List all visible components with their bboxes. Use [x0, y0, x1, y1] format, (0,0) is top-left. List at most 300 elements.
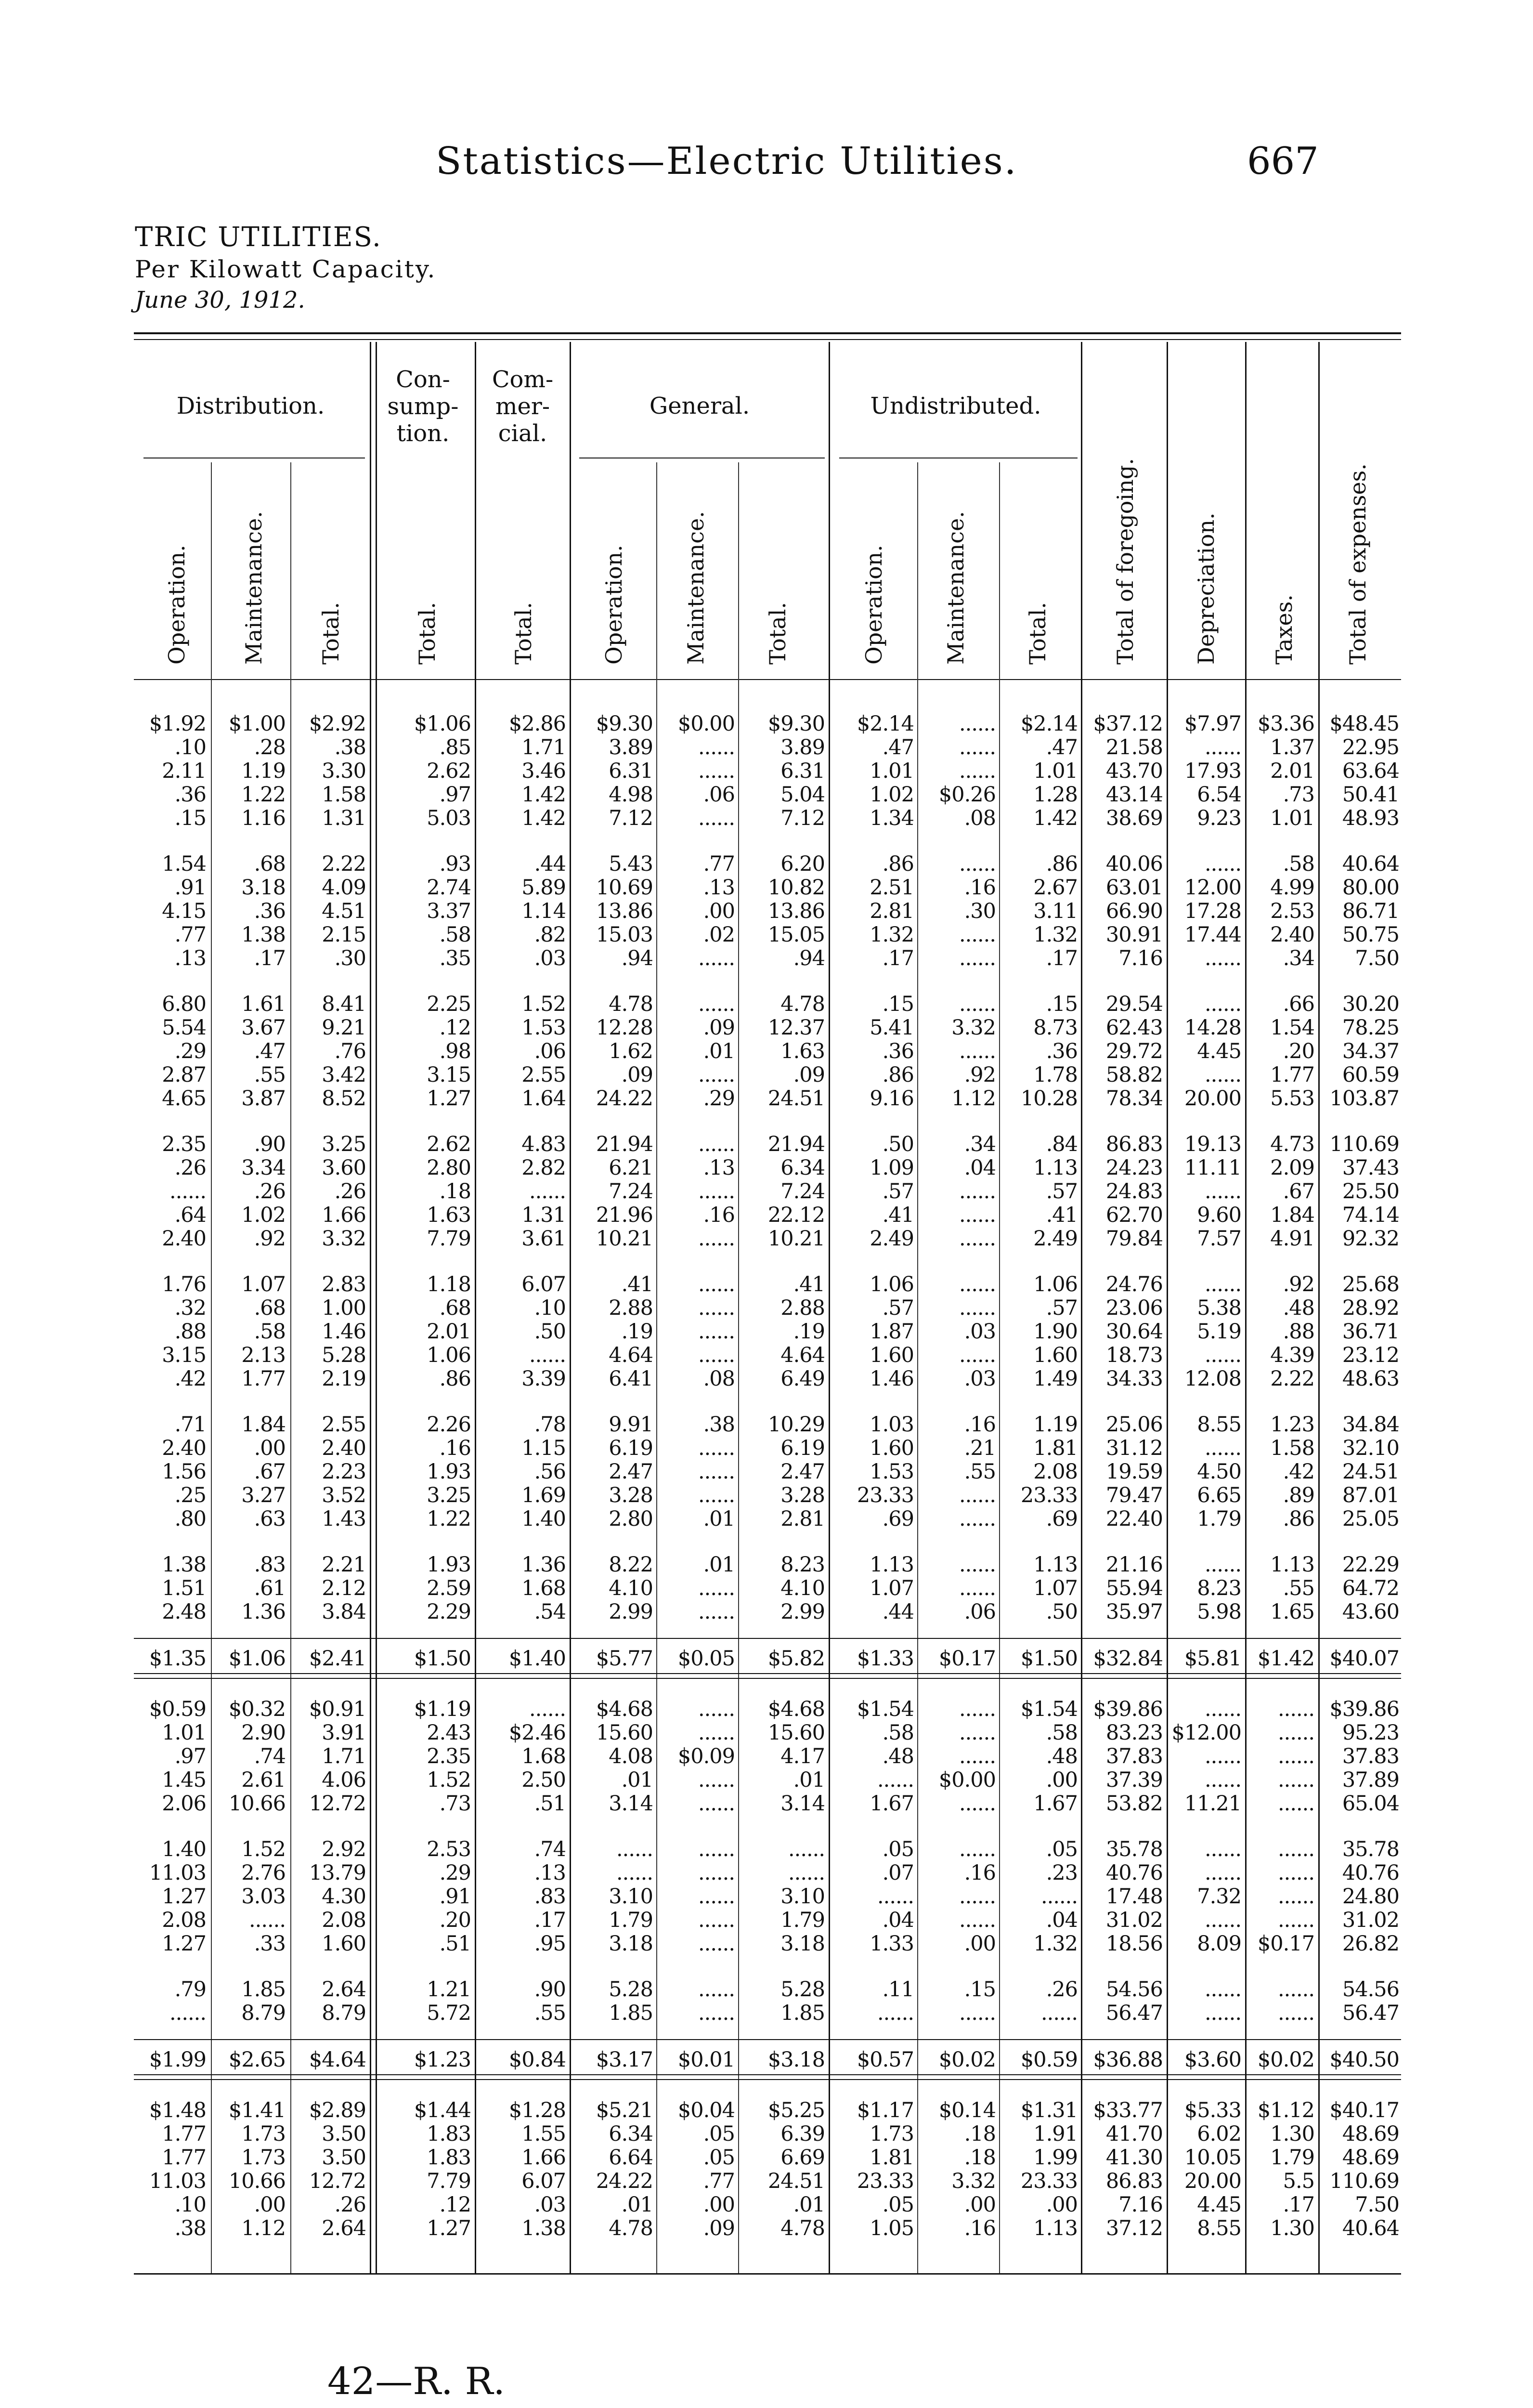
table-cell: 20.00 — [1184, 1086, 1241, 1111]
table-cell: 2.15 — [322, 923, 366, 947]
table-cell: ...... — [1204, 1908, 1241, 1932]
table-cell: 25.50 — [1342, 1179, 1399, 1204]
table-cell: ...... — [698, 1600, 735, 1624]
colhead-taxes: Taxes. — [1271, 594, 1297, 665]
colhead-consumption-total: Total. — [414, 602, 440, 665]
table-cell: 24.23 — [1105, 1156, 1163, 1180]
table-cell: 54.56 — [1342, 1977, 1399, 2002]
table-cell: .93 — [439, 852, 471, 876]
table-cell: 4.99 — [1270, 876, 1314, 900]
table-cell: .06 — [964, 1600, 996, 1624]
colhead-total-expenses: Total of expenses. — [1345, 463, 1371, 665]
table-cell: 9.21 — [322, 1016, 366, 1040]
table-cell: .86 — [1283, 1507, 1314, 1531]
table-cell: 83.23 — [1105, 1721, 1163, 1745]
table-cell: 21.94 — [596, 1132, 653, 1156]
table-cell: 1.73 — [870, 2122, 914, 2146]
table-cell: 3.60 — [322, 1156, 366, 1180]
table-cell: 3.91 — [322, 1721, 366, 1745]
table-cell: 7.16 — [1118, 2193, 1163, 2217]
table-cell: $0.59 — [149, 1697, 206, 1721]
table-cell: .55 — [254, 1063, 286, 1087]
table-cell: 1.81 — [1033, 1436, 1078, 1460]
table-cell: 1.46 — [870, 1367, 914, 1391]
table-cell: 2.49 — [870, 1227, 914, 1251]
table-cell: 1.77 — [162, 2122, 206, 2146]
table-cell: 1.77 — [1270, 1063, 1314, 1087]
table-cell: .44 — [534, 852, 566, 876]
table-cell: 1.85 — [241, 1977, 286, 2002]
table-cell: .66 — [1283, 992, 1314, 1016]
table-cell: 21.94 — [767, 1132, 825, 1156]
table-cell: 3.89 — [780, 735, 825, 759]
table-cell: $1.28 — [508, 2098, 566, 2122]
table-cell: 86.83 — [1105, 2169, 1163, 2193]
table-cell: 6.31 — [609, 759, 653, 783]
table-cell: 2.81 — [870, 899, 914, 923]
table-cell: 2.87 — [162, 1063, 206, 1087]
table-cell: ...... — [616, 1861, 653, 1885]
table-cell: 2.21 — [322, 1553, 366, 1577]
table-cell: 43.70 — [1105, 759, 1163, 783]
table-cell: $4.68 — [596, 1697, 653, 1721]
table-cell: .51 — [534, 1792, 566, 1816]
table-cell: 35.78 — [1105, 1837, 1163, 1861]
table-cell: 3.67 — [241, 1016, 286, 1040]
table-cell: 29.54 — [1105, 992, 1163, 1016]
table-cell: 22.40 — [1105, 1507, 1163, 1531]
table-cell: .01 — [793, 1768, 825, 1792]
table-cell: 6.80 — [162, 992, 206, 1016]
table-cell: 22.29 — [1342, 1553, 1399, 1577]
table-cell: 63.01 — [1105, 876, 1163, 900]
table-cell: .58 — [254, 1320, 286, 1344]
table-cell: .04 — [964, 1156, 996, 1180]
table-cell: 1.12 — [951, 1086, 996, 1111]
table-cell: .50 — [882, 1132, 914, 1156]
table-cell: 5.43 — [609, 852, 653, 876]
table-cell: 1.64 — [521, 1086, 566, 1111]
table-cell: $5.21 — [596, 2098, 653, 2122]
table-cell: .09 — [621, 1063, 653, 1087]
table-cell: ...... — [698, 2001, 735, 2025]
table-cell: 2.62 — [427, 1132, 471, 1156]
table-cell: .23 — [1046, 1861, 1078, 1885]
total-rule — [134, 1638, 1401, 1639]
table-cell: 1.84 — [241, 1413, 286, 1437]
table-cell: 3.30 — [322, 759, 366, 783]
table-cell: 41.70 — [1105, 2122, 1163, 2146]
table-cell: 40.76 — [1105, 1861, 1163, 1885]
table-cell: ...... — [788, 1837, 825, 1861]
table-cell: .50 — [1046, 1600, 1078, 1624]
table-cell: 9.16 — [870, 1086, 914, 1111]
table-cell: ...... — [1040, 1885, 1078, 1909]
table-cell: 1.16 — [241, 806, 286, 830]
table-cell: 4.08 — [609, 1744, 653, 1768]
table-cell: .71 — [174, 1413, 206, 1437]
total-cell: $1.06 — [228, 1647, 286, 1671]
table-cell: ...... — [1277, 1908, 1314, 1932]
table-cell: $48.45 — [1329, 712, 1399, 736]
table-cell: 1.13 — [1033, 1553, 1078, 1577]
table-cell: 10.66 — [228, 1792, 286, 1816]
page-title: Statistics—Electric Utilities. — [436, 140, 1018, 183]
table-cell: 6.07 — [521, 1272, 566, 1296]
table-cell: 1.87 — [870, 1320, 914, 1344]
table-cell: ...... — [698, 1768, 735, 1792]
table-cell: 1.19 — [241, 759, 286, 783]
table-cell: .41 — [1046, 1203, 1078, 1227]
table-cell: 22.12 — [767, 1203, 825, 1227]
table-cell: 3.46 — [521, 759, 566, 783]
table-cell: 8.55 — [1197, 1413, 1241, 1437]
table-cell: 4.78 — [780, 992, 825, 1016]
table-cell: 2.47 — [609, 1460, 653, 1484]
table-cell: .58 — [439, 923, 471, 947]
table-cell: .11 — [882, 1977, 914, 2002]
colhead-commercial-total: Total. — [510, 602, 536, 665]
table-cell: 1.66 — [322, 1203, 366, 1227]
table-cell: 1.66 — [521, 2146, 566, 2170]
table-cell: .10 — [174, 2193, 206, 2217]
table-cell: .08 — [703, 1367, 735, 1391]
total-cell: $5.77 — [596, 1647, 653, 1671]
table-cell: .91 — [439, 1885, 471, 1909]
table-cell: .95 — [534, 1932, 566, 1956]
table-cell: .97 — [439, 783, 471, 807]
table-cell: 32.10 — [1342, 1436, 1399, 1460]
table-cell: 1.22 — [241, 783, 286, 807]
table-cell: ...... — [1277, 1744, 1314, 1768]
table-cell: ...... — [959, 1483, 996, 1507]
table-cell: ...... — [529, 1179, 566, 1204]
table-cell: 7.50 — [1355, 2193, 1399, 2217]
table-cell: .55 — [534, 2001, 566, 2025]
table-cell: .54 — [534, 1600, 566, 1624]
table-cell: ...... — [1277, 1721, 1314, 1745]
table-cell: $40.17 — [1329, 2098, 1399, 2122]
table-cell: 11.03 — [149, 2169, 206, 2193]
table-cell: 1.54 — [162, 852, 206, 876]
table-cell: 6.21 — [609, 1156, 653, 1180]
table-cell: ...... — [698, 735, 735, 759]
table-cell: 12.28 — [596, 1016, 653, 1040]
table-cell: $7.97 — [1184, 712, 1241, 736]
table-cell: $37.12 — [1093, 712, 1163, 736]
table-cell: 6.19 — [609, 1436, 653, 1460]
table-cell: .73 — [439, 1792, 471, 1816]
table-cell: 50.41 — [1342, 783, 1399, 807]
total-cell: $1.40 — [508, 1647, 566, 1671]
table-cell: 25.68 — [1342, 1272, 1399, 1296]
table-cell: 37.89 — [1342, 1768, 1399, 1792]
table-cell: .01 — [621, 1768, 653, 1792]
table-cell: .01 — [703, 1507, 735, 1531]
table-cell: ...... — [698, 806, 735, 830]
table-cell: 5.41 — [870, 1016, 914, 1040]
table-cell: ...... — [698, 1837, 735, 1861]
table-cell: 48.69 — [1342, 2122, 1399, 2146]
table-cell: 3.61 — [521, 1227, 566, 1251]
table-cell: 2.08 — [1033, 1460, 1078, 1484]
table-cell: .85 — [439, 735, 471, 759]
table-cell: 1.01 — [870, 759, 914, 783]
table-cell: .79 — [174, 1977, 206, 2002]
table-cell: 65.04 — [1342, 1792, 1399, 1816]
table-cell: .69 — [882, 1507, 914, 1531]
table-cell: ...... — [1204, 992, 1241, 1016]
table-cell: $0.17 — [1257, 1932, 1314, 1956]
table-cell: .68 — [254, 1296, 286, 1320]
table-cell: 1.91 — [1033, 2122, 1078, 2146]
table-cell: .18 — [439, 1179, 471, 1204]
table-cell: 1.13 — [1033, 1156, 1078, 1180]
table-cell: .16 — [439, 1436, 471, 1460]
table-cell: 1.90 — [1033, 1320, 1078, 1344]
table-cell: 1.49 — [1033, 1367, 1078, 1391]
table-cell: 3.32 — [951, 1016, 996, 1040]
table-cell: 1.53 — [870, 1460, 914, 1484]
table-cell: .15 — [964, 1977, 996, 2002]
table-cell: .58 — [1283, 852, 1314, 876]
table-cell: 2.08 — [162, 1908, 206, 1932]
table-cell: .89 — [1283, 1483, 1314, 1507]
table-cell: 1.40 — [162, 1837, 206, 1861]
table-cell: 4.78 — [609, 2216, 653, 2240]
table-cell: 1.15 — [521, 1436, 566, 1460]
table-cell: 4.91 — [1270, 1227, 1314, 1251]
table-cell: 1.31 — [322, 806, 366, 830]
table-cell: $0.00 — [938, 1768, 996, 1792]
table-cell: 1.79 — [1270, 2146, 1314, 2170]
table-cell: 7.16 — [1118, 946, 1163, 970]
table-cell: ...... — [1204, 1553, 1241, 1577]
table-cell: .25 — [174, 1483, 206, 1507]
table-cell: 3.25 — [322, 1132, 366, 1156]
table-cell: ...... — [698, 1132, 735, 1156]
table-cell: ...... — [698, 1932, 735, 1956]
table-cell: .94 — [621, 946, 653, 970]
table-cell: ...... — [959, 1179, 996, 1204]
table-cell: ...... — [1204, 1179, 1241, 1204]
table-cell: 2.53 — [1270, 899, 1314, 923]
table-cell: $0.00 — [677, 712, 735, 736]
table-cell: .17 — [254, 946, 286, 970]
table-cell: 8.22 — [609, 1553, 653, 1577]
table-cell: .86 — [882, 852, 914, 876]
table-cell: ...... — [959, 1203, 996, 1227]
table-cell: .44 — [882, 1600, 914, 1624]
table-cell: 12.00 — [1184, 876, 1241, 900]
table-cell: ...... — [1204, 1436, 1241, 1460]
table-cell: .69 — [1046, 1507, 1078, 1531]
table-cell: 1.93 — [427, 1553, 471, 1577]
table-cell: 3.18 — [780, 1932, 825, 1956]
table-cell: .48 — [1283, 1296, 1314, 1320]
table-cell: ...... — [1277, 2001, 1314, 2025]
table-cell: ...... — [698, 1296, 735, 1320]
table-cell: 1.73 — [241, 2146, 286, 2170]
table-cell: ...... — [1204, 946, 1241, 970]
table-cell: 14.28 — [1184, 1016, 1241, 1040]
table-cell: 24.80 — [1342, 1885, 1399, 1909]
table-cell: ...... — [1204, 735, 1241, 759]
table-cell: .88 — [174, 1320, 206, 1344]
table-cell: $2.92 — [309, 712, 366, 736]
table-cell: .00 — [703, 899, 735, 923]
table-cell: ...... — [169, 1179, 206, 1204]
table-cell: .13 — [534, 1861, 566, 1885]
table-cell: .67 — [1283, 1179, 1314, 1204]
table-cell: 7.32 — [1197, 1885, 1241, 1909]
total-cell: $2.65 — [228, 2048, 286, 2072]
table-cell: 43.60 — [1342, 1600, 1399, 1624]
table-cell: 4.78 — [609, 992, 653, 1016]
table-cell: .30 — [964, 899, 996, 923]
table-cell: .16 — [964, 1861, 996, 1885]
table-cell: ...... — [1277, 1792, 1314, 1816]
table-cell: .29 — [174, 1039, 206, 1063]
table-cell: 3.15 — [162, 1343, 206, 1367]
table-cell: 2.90 — [241, 1721, 286, 1745]
table-cell: 1.84 — [1270, 1203, 1314, 1227]
table-cell: .36 — [174, 783, 206, 807]
table-cell: 2.64 — [322, 1977, 366, 2002]
table-cell: 15.60 — [767, 1721, 825, 1745]
table-cell: .18 — [964, 2146, 996, 2170]
table-cell: 1.79 — [609, 1908, 653, 1932]
table-cell: 2.40 — [162, 1227, 206, 1251]
total-cell: $4.64 — [309, 2048, 366, 2072]
table-cell: 12.72 — [309, 1792, 366, 1816]
table-cell: 1.79 — [1197, 1507, 1241, 1531]
table-cell: 19.13 — [1184, 1132, 1241, 1156]
table-cell: 4.09 — [322, 876, 366, 900]
table-cell: 1.32 — [870, 923, 914, 947]
total-cell: $1.35 — [149, 1647, 206, 1671]
table-cell: 1.56 — [162, 1460, 206, 1484]
table-cell: ...... — [959, 946, 996, 970]
table-cell: 3.50 — [322, 2146, 366, 2170]
table-cell: .41 — [882, 1203, 914, 1227]
table-cell: 35.78 — [1342, 1837, 1399, 1861]
colhead-gen-maintenance: Maintenance. — [683, 511, 709, 665]
table-cell: 2.19 — [322, 1367, 366, 1391]
table-cell: 1.73 — [241, 2122, 286, 2146]
table-cell: ...... — [959, 1744, 996, 1768]
table-cell: 1.68 — [521, 1744, 566, 1768]
table-cell: .17 — [1283, 2193, 1314, 2217]
table-cell: .06 — [703, 783, 735, 807]
table-cell: .00 — [964, 1932, 996, 1956]
table-cell: 3.28 — [609, 1483, 653, 1507]
table-cell: 24.51 — [767, 2169, 825, 2193]
table-cell: 4.17 — [780, 1744, 825, 1768]
table-cell: 1.38 — [521, 2216, 566, 2240]
table-cell: 6.34 — [780, 1156, 825, 1180]
table-cell: ...... — [1204, 1697, 1241, 1721]
table-cell: .55 — [1283, 1576, 1314, 1600]
table-cell: ...... — [1204, 1768, 1241, 1792]
table-cell: .16 — [964, 1413, 996, 1437]
table-cell: 60.59 — [1342, 1063, 1399, 1087]
table-cell: 1.02 — [870, 783, 914, 807]
table-cell: 4.30 — [322, 1885, 366, 1909]
table-cell: 2.35 — [162, 1132, 206, 1156]
table-cell: 10.21 — [767, 1227, 825, 1251]
table-cell: $2.89 — [309, 2098, 366, 2122]
table-cell: ...... — [959, 1507, 996, 1531]
table-cell: 1.14 — [521, 899, 566, 923]
heading-line-2: Per Kilowatt Capacity. — [135, 255, 437, 283]
table-cell: 8.41 — [322, 992, 366, 1016]
table-cell: 64.72 — [1342, 1576, 1399, 1600]
table-cell: ...... — [959, 1697, 996, 1721]
table-cell: ...... — [959, 1039, 996, 1063]
table-cell: .92 — [1283, 1272, 1314, 1296]
table-cell: .57 — [882, 1179, 914, 1204]
table-cell: 5.38 — [1197, 1296, 1241, 1320]
statistics-table — [134, 332, 1401, 2276]
table-cell: $5.25 — [767, 2098, 825, 2122]
table-cell: 2.09 — [1270, 1156, 1314, 1180]
table-cell: ...... — [1204, 1837, 1241, 1861]
table-cell: 7.24 — [609, 1179, 653, 1204]
table-cell: .17 — [534, 1908, 566, 1932]
table-cell: .26 — [334, 1179, 366, 1204]
table-cell: 1.69 — [521, 1483, 566, 1507]
table-cell: .83 — [254, 1553, 286, 1577]
page-footer: 42—R. R. — [327, 2360, 506, 2403]
table-cell: 23.12 — [1342, 1343, 1399, 1367]
table-cell: 21.16 — [1105, 1553, 1163, 1577]
table-cell: .34 — [964, 1132, 996, 1156]
table-cell: 1.42 — [521, 783, 566, 807]
table-cell: ...... — [616, 1837, 653, 1861]
table-cell: 48.63 — [1342, 1367, 1399, 1391]
table-cell: 6.49 — [780, 1367, 825, 1391]
table-cell: ...... — [1277, 1861, 1314, 1885]
table-cell: .21 — [964, 1436, 996, 1460]
table-cell: 6.65 — [1197, 1483, 1241, 1507]
table-cell: 4.98 — [609, 783, 653, 807]
table-cell: .86 — [1046, 852, 1078, 876]
group-header-consumption: Con- sump- tion. — [387, 366, 459, 447]
table-cell: ...... — [959, 1272, 996, 1296]
table-cell: 1.55 — [521, 2122, 566, 2146]
table-cell: .00 — [703, 2193, 735, 2217]
table-cell: 3.14 — [609, 1792, 653, 1816]
table-cell: 1.65 — [1270, 1600, 1314, 1624]
table-cell: ...... — [698, 1436, 735, 1460]
table-cell: 37.12 — [1105, 2216, 1163, 2240]
table-cell: $0.32 — [228, 1697, 286, 1721]
table-cell: $2.14 — [857, 712, 914, 736]
table-cell: 2.55 — [521, 1063, 566, 1087]
table-cell: ...... — [698, 1977, 735, 2002]
table-cell: .48 — [882, 1744, 914, 1768]
table-cell: 3.10 — [780, 1885, 825, 1909]
table-cell: $3.36 — [1257, 712, 1314, 736]
table-cell: .17 — [882, 946, 914, 970]
table-cell: 2.81 — [780, 1507, 825, 1531]
table-cell: 23.33 — [1020, 2169, 1078, 2193]
table-cell: 1.28 — [1033, 783, 1078, 807]
table-cell: 24.51 — [767, 1086, 825, 1111]
table-cell: 78.25 — [1342, 1016, 1399, 1040]
table-cell: 5.19 — [1197, 1320, 1241, 1344]
